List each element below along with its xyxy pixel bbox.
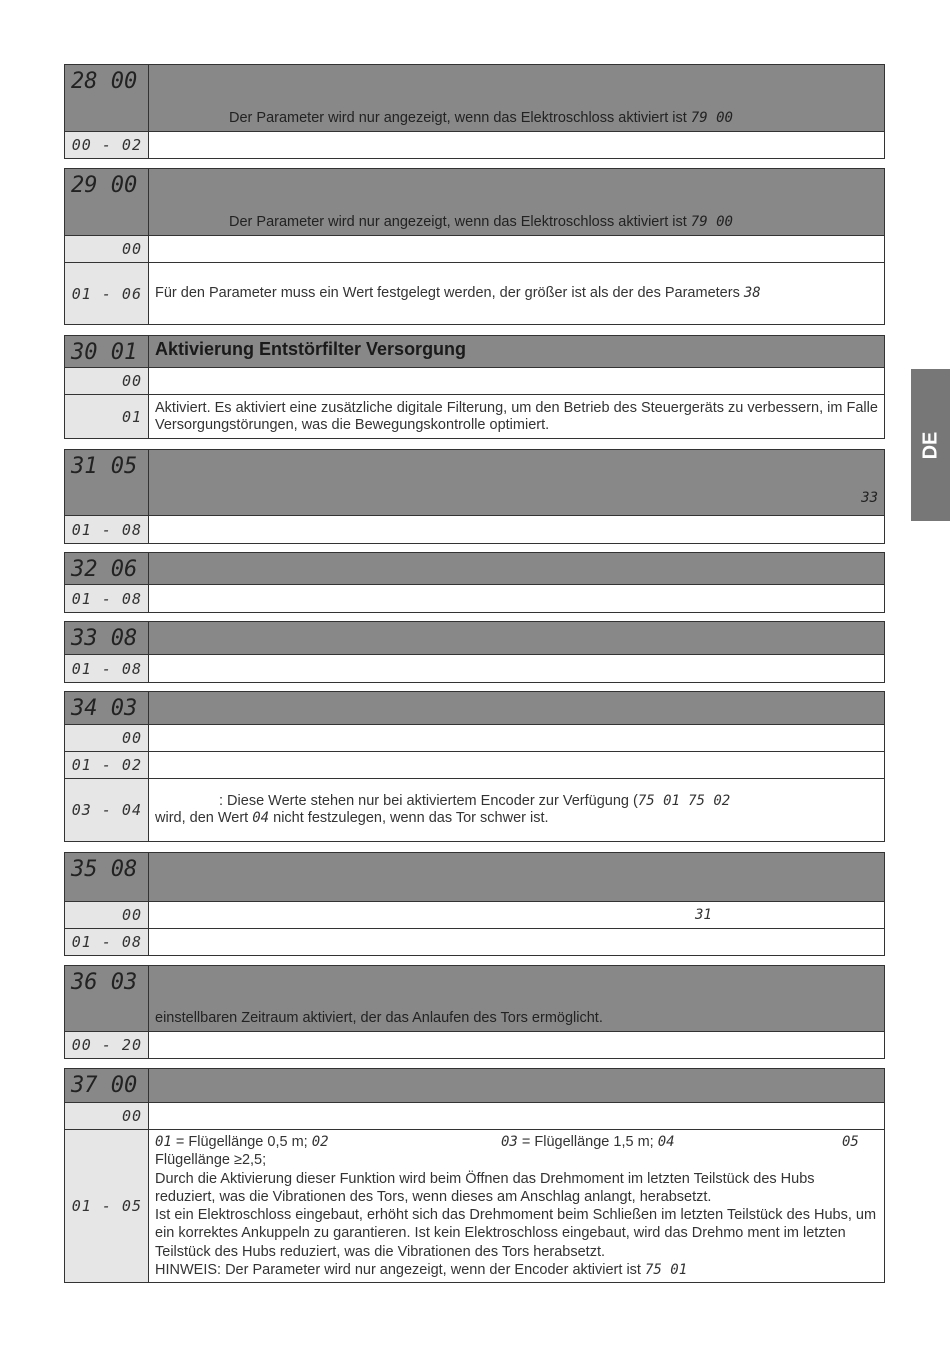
param-37-header: [65, 1069, 884, 1102]
param-36-table: [64, 965, 885, 1059]
param-37-table: [64, 1068, 885, 1283]
table-row: [65, 751, 884, 778]
param-31-range: 01 - 08: [65, 516, 149, 543]
param-31-ref: 33: [861, 490, 878, 506]
param-33-header: [65, 622, 884, 654]
param-30-desc: Aktiviert. Es aktiviert eine zusätzliche digitale Filterung, um den Betrieb des Steuergeräts zu verbessern, im Falle Versorgungstörungen, was die Bewegungskontrolle optimiert.: [155, 399, 878, 433]
param-31-code: 31 05: [65, 450, 149, 515]
param-36-range: 00 - 20: [65, 1032, 149, 1058]
table-row: [65, 778, 884, 841]
param-30-code: 30 01: [65, 336, 149, 367]
param-37-desc: 01 = Flügellänge 0,5 m; 02 03 = Flügellänge 1,5 m; 04 05 Flügellänge ≥2,5; Durch die Aktivierung dieser Funktion wird beim Öffnen das Drehmoment im letzten Teilstück des Hubs reduziert, was die Vibrationen des Tors, wenn dieses am Anschlag anlangt, herabsetzt. Ist ein Elektroschloss eingebaut, erhöht sich das Drehmoment beim Schließen im letzten Teilstück des Hubs, um ein korrektes Ankuppeln zu garantieren. Ist kein Elektroschloss eingebaut, wird das Drehmo ment im letzten Teilstück des Hubs reduziert, was die Vibrationen des Tors herabsetzt. HINWEIS: Der Parameter wird nur angezeigt, wenn der Encoder aktiviert ist 75 01: [155, 1134, 877, 1279]
param-34-desc: : Diese Werte stehen nur bei aktiviertem Encoder zur Verfügung (75 01 75 02 wird, den Wert 04 nicht festzulegen, wenn das Tor schwer ist.: [155, 793, 731, 826]
param-29-range: 01 - 06: [65, 263, 149, 324]
param-31-table: [64, 449, 885, 544]
param-29-table: [64, 168, 885, 325]
param-30-value: 00: [65, 368, 149, 394]
param-35-header: [65, 853, 884, 901]
param-28-note: Der Parameter wird nur angezeigt, wenn das Elektroschloss aktiviert ist 79 00: [229, 110, 733, 126]
table-row: [65, 901, 884, 928]
param-37-range: 01 - 05: [65, 1130, 149, 1282]
table-row: [65, 515, 884, 543]
param-32-header: [65, 553, 884, 584]
table-row: [65, 1129, 884, 1282]
param-29-note: Der Parameter wird nur angezeigt, wenn das Elektroschloss aktiviert ist 79 00: [229, 214, 733, 230]
table-row: [65, 262, 884, 324]
param-35-value: 00: [65, 902, 149, 928]
param-30-value-01: 01: [65, 395, 149, 438]
param-35-ref: 31: [695, 906, 712, 923]
param-35-range: 01 - 08: [65, 929, 149, 955]
param-36-code: 36 03: [65, 966, 149, 1031]
param-37-value: 00: [65, 1103, 149, 1129]
param-34-header: [65, 692, 884, 724]
param-33-code: 33 08: [65, 622, 149, 654]
param-32-range: 01 - 08: [65, 585, 149, 612]
param-33-table: [64, 621, 885, 683]
param-35-table: [64, 852, 885, 956]
param-30-header: [65, 336, 884, 367]
param-32-code: 32 06: [65, 553, 149, 584]
table-row: [65, 394, 884, 438]
param-28-header: [65, 65, 884, 131]
param-34-range-2: 03 - 04: [65, 779, 149, 841]
param-36-header: [65, 966, 884, 1031]
param-31-header: [65, 450, 884, 515]
param-35-code: 35 08: [65, 853, 149, 901]
param-28-table: [64, 64, 885, 159]
param-28-range: 00 - 02: [65, 132, 149, 158]
param-32-table: [64, 552, 885, 613]
table-row: [65, 367, 884, 394]
language-tab-label: DE: [918, 431, 941, 459]
table-row: [65, 724, 884, 751]
param-34-range-1: 01 - 02: [65, 752, 149, 778]
param-29-code: 29 00: [65, 169, 149, 235]
table-row: [65, 654, 884, 682]
param-34-value: 00: [65, 725, 149, 751]
table-row: [65, 928, 884, 955]
table-row: [65, 1102, 884, 1129]
param-29-desc: Für den Parameter muss ein Wert festgelegt werden, der größer ist als der des Parameters 38: [155, 285, 761, 301]
param-30-table: [64, 335, 885, 439]
param-36-note: einstellbaren Zeitraum aktiviert, der das Anlaufen des Tors ermöglicht.: [155, 1010, 603, 1026]
language-tab: [911, 369, 950, 521]
param-29-header: [65, 169, 884, 235]
table-row: [65, 584, 884, 612]
param-28-code: 28 00: [65, 65, 149, 131]
table-row: [65, 235, 884, 262]
param-34-table: [64, 691, 885, 842]
param-33-range: 01 - 08: [65, 655, 149, 682]
param-34-code: 34 03: [65, 692, 149, 724]
table-row: [65, 1031, 884, 1058]
param-30-title: Aktivierung Entstörfilter Versorgung: [155, 339, 467, 359]
param-37-code: 37 00: [65, 1069, 149, 1102]
param-29-value: 00: [65, 236, 149, 262]
table-row: [65, 131, 884, 158]
